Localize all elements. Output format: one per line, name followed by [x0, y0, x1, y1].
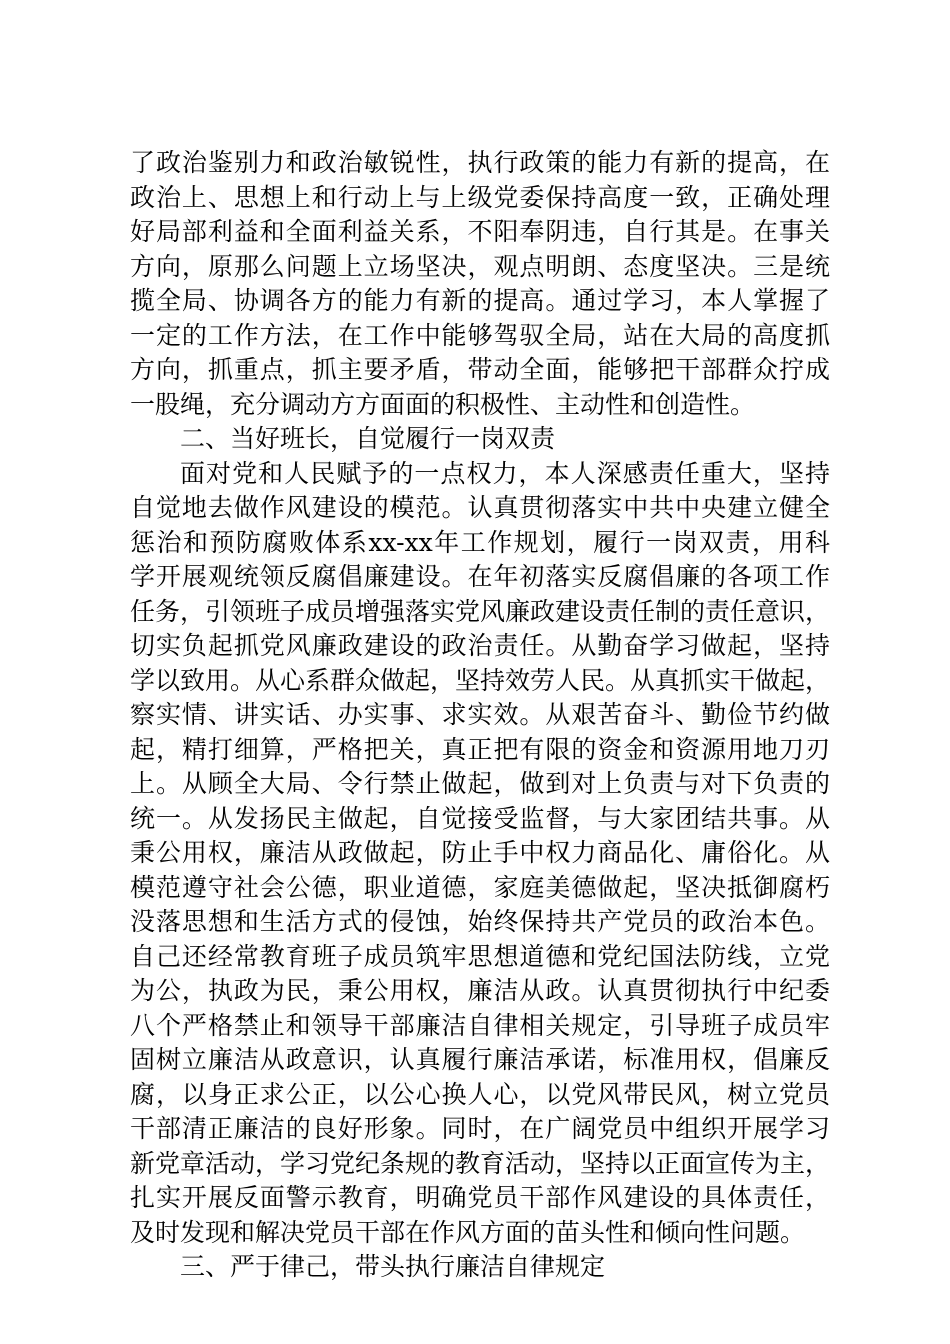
- section-heading: 二、当好班长，自觉履行一岗双责: [180, 424, 556, 453]
- text-line: 没落思想和生活方式的侵蚀，始终保持共产党员的政治本色。: [130, 907, 830, 936]
- text-line: 政治上、思想上和行动上与上级党委保持高度一致，正确处理: [130, 182, 830, 212]
- text-line: 自觉地去做作风建设的模范。认真贯彻落实中共中央建立健全: [130, 493, 830, 522]
- text-line: 面对党和人民赋予的一点权力，本人深感责任重大，坚持: [180, 458, 830, 488]
- section-heading: 三、严于律己，带头执行廉洁自律规定: [180, 1252, 606, 1281]
- text-line: 上。从顾全大局、令行禁止做起，做到对上负责与对下负责的: [130, 769, 830, 798]
- text-line: 统一。从发扬民主做起，自觉接受监督，与大家团结共事。从: [130, 803, 830, 833]
- text-line: 任务，引领班子成员增强落实党风廉政建设责任制的责任意识，: [130, 596, 831, 626]
- text-line: 学开展观统领反腐倡廉建设。在年初落实反腐倡廉的各项工作: [130, 562, 830, 591]
- text-line: 腐，以身正求公正，以公心换人心，以党风带民风，树立党员: [130, 1079, 830, 1109]
- text-line: 学以致用。从心系群众做起，坚持效劳人民。从真抓实干做起，: [130, 665, 831, 695]
- text-line: 扎实开展反面警示教育，明确党员干部作风建设的具体责任，: [130, 1183, 830, 1212]
- text-line: 八个严格禁止和领导干部廉洁自律相关规定，引导班子成员牢: [130, 1010, 830, 1040]
- text-line: 揽全局、协调各方的能力有新的提高。通过学习，本人掌握了: [130, 286, 830, 315]
- text-line: 固树立廉洁从政意识，认真履行廉洁承诺，标准用权，倡廉反: [130, 1045, 830, 1074]
- text-line: 好局部利益和全面利益关系，不阳奉阴违，自行其是。在事关: [130, 217, 830, 246]
- text-line: 秉公用权，廉洁从政做起，防止手中权力商品化、庸俗化。从: [130, 838, 830, 867]
- text-line: 自己还经常教育班子成员筑牢思想道德和党纪国法防线，立党: [130, 941, 830, 971]
- text-line: 干部清正廉洁的良好形象。同时，在广阔党员中组织开展学习: [130, 1114, 830, 1143]
- document-body: [130, 146, 830, 1285]
- text-line: 起，精打细算，严格把关，真正把有限的资金和资源用地刀刃: [130, 734, 830, 764]
- text-line: 及时发现和解决党员干部在作风方面的苗头性和倾向性问题。: [130, 1217, 806, 1247]
- text-line: 新党章活动，学习党纪条规的教育活动，坚持以正面宣传为主，: [130, 1148, 831, 1178]
- text-line: 一股绳，充分调动方方面面的积极性、主动性和创造性。: [130, 389, 756, 419]
- text-line: 方向，抓重点，抓主要矛盾，带动全面，能够把干部群众拧成: [130, 355, 830, 384]
- text-line: 一定的工作方法，在工作中能够驾驭全局，站在大局的高度抓: [130, 320, 830, 350]
- text-line: 了政治鉴别力和政治敏锐性，执行政策的能力有新的提高，在: [130, 148, 830, 177]
- text-line: 为公，执政为民，秉公用权，廉洁从政。认真贯彻执行中纪委: [130, 976, 830, 1005]
- text-line: 惩治和预防腐败体系xx-xx年工作规划，履行一岗双责，用科: [130, 527, 830, 557]
- text-line: 模范遵守社会公德，职业道德，家庭美德做起，坚决抵御腐朽: [130, 872, 830, 902]
- text-line: 方向，原那么问题上立场坚决，观点明朗、态度坚决。三是统: [130, 251, 830, 281]
- text-line: 察实情、讲实话、办实事、求实效。从艰苦奋斗、勤俭节约做: [130, 700, 830, 729]
- text-line: 切实负起抓党风廉政建设的政治责任。从勤奋学习做起，坚持: [130, 631, 830, 660]
